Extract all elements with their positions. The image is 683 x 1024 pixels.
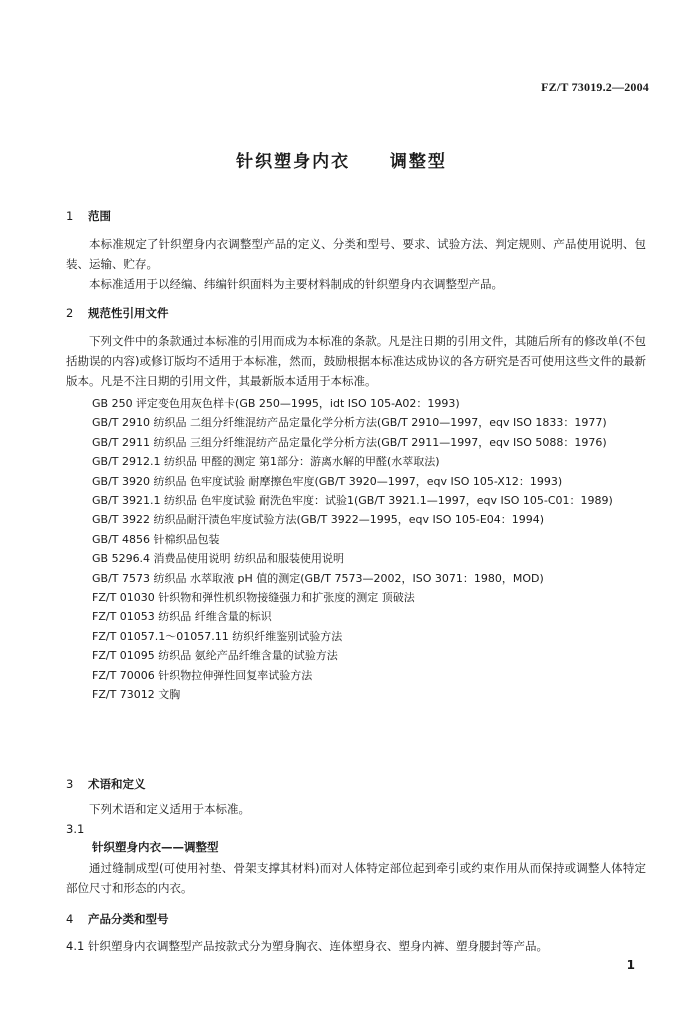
section-title: 术语和定义 [88, 777, 146, 791]
term-number: 3.1 [66, 822, 85, 836]
reference-list [66, 394, 646, 705]
section-title: 规范性引用文件 [88, 306, 169, 320]
section-2-heading [66, 305, 169, 321]
reference-item: FZ/T 01030 针织物和弹性机织物接缝强力和扩张度的测定 顶破法 [92, 591, 415, 605]
reference-item: GB 250 评定变色用灰色样卡(GB 250—1995，idt ISO 105-A02：1993) [92, 397, 460, 410]
scope-paragraph-2: 本标准适用于以经编、纬编针织面料为主要材料制成的针织塑身内衣调整型产品。 [89, 277, 503, 291]
reference-item: FZ/T 01057.1～01057.11 纺织纤维鉴别试验方法 [92, 629, 343, 643]
section-title: 产品分类和型号 [88, 912, 169, 926]
section-3-heading [66, 776, 146, 792]
reference-item: GB/T 2912.1 纺织品 甲醛的测定 第1部分：游离水解的甲醛(水萃取法) [92, 455, 440, 469]
section-number: 2 [66, 306, 74, 320]
reference-item: GB/T 2911 纺织品 三组分纤维混纺产品定量化学分析方法(GB/T 2911—1997，eqv ISO 5088：1976) [92, 435, 607, 449]
reference-item: FZ/T 73012 文胸 [92, 688, 181, 702]
reference-item: GB 5296.4 消费品使用说明 纺织品和服装使用说明 [92, 552, 345, 566]
section-number: 4 [66, 912, 74, 926]
reference-item: GB/T 7573 纺织品 水萃取液 pH 值的测定(GB/T 7573—2002，ISO 3071：1980，MOD) [92, 571, 544, 585]
scope-paragraph-1: 本标准规定了针织塑身内衣调整型产品的定义、分类和型号、要求、试验方法、判定规则、产品使用说明、包装、运输、贮存。 [66, 237, 646, 271]
normative-refs-intro: 下列文件中的条款通过本标准的引用而成为本标准的条款。凡是注日期的引用文件，其随后所有的修改单(不包括勘误的内容)或修订版均不适用于本标准，然而，鼓励根据本标准达成协议的各方研究是否可使用这些文件的最新版本。凡是不注日期的引用文件，其最新版本适用于本标准。 [66, 334, 646, 388]
document-title: 针织塑身内衣 调整型 [236, 152, 447, 172]
section-title: 范围 [88, 209, 111, 223]
reference-item: FZ/T 70006 针织物拉伸弹性回复率试验方法 [92, 668, 313, 682]
reference-item: GB/T 3921.1 纺织品 色牢度试验 耐洗色牢度：试验1(GB/T 3921.1—1997，eqv ISO 105-C01：1989) [92, 494, 613, 508]
section-4-heading [66, 911, 169, 927]
reference-item: FZ/T 01095 纺织品 氨纶产品纤维含量的试验方法 [92, 649, 338, 663]
reference-item: GB/T 2910 纺织品 二组分纤维混纺产品定量化学分析方法(GB/T 2910—1997，eqv ISO 1833：1977) [92, 416, 607, 430]
reference-item: GB/T 4856 针棉织品包装 [92, 532, 220, 546]
standard-code: FZ/T 73019.2—2004 [541, 80, 649, 94]
clause-text: 针织塑身内衣调整型产品按款式分为塑身胸衣、连体塑身衣、塑身内裤、塑身腰封等产品。 [88, 939, 548, 953]
section-1-heading [66, 208, 111, 224]
section-number: 3 [66, 777, 74, 791]
reference-item: GB/T 3920 纺织品 色牢度试验 耐摩擦色牢度(GB/T 3920—1997，eqv ISO 105-X12：1993) [92, 474, 563, 488]
page-number: 1 [626, 958, 635, 972]
reference-item: GB/T 3922 纺织品耐汗渍色牢度试验方法(GB/T 3922—1995，eqv ISO 105-E04：1994) [92, 513, 545, 527]
section-number: 1 [66, 209, 74, 223]
terms-intro: 下列术语和定义适用于本标准。 [89, 802, 250, 816]
term-definition: 通过缝制成型(可使用衬垫、骨架支撑其材料)而对人体特定部位起到牵引或约束作用从而保持或调整人体特定部位尺寸和形态的内衣。 [66, 861, 646, 895]
clause-number: 4.1 [66, 939, 85, 953]
clause-4-1 [66, 938, 646, 954]
reference-item: FZ/T 01053 纺织品 纤维含量的标识 [92, 610, 272, 624]
term-name: 针织塑身内衣——调整型 [92, 840, 219, 854]
